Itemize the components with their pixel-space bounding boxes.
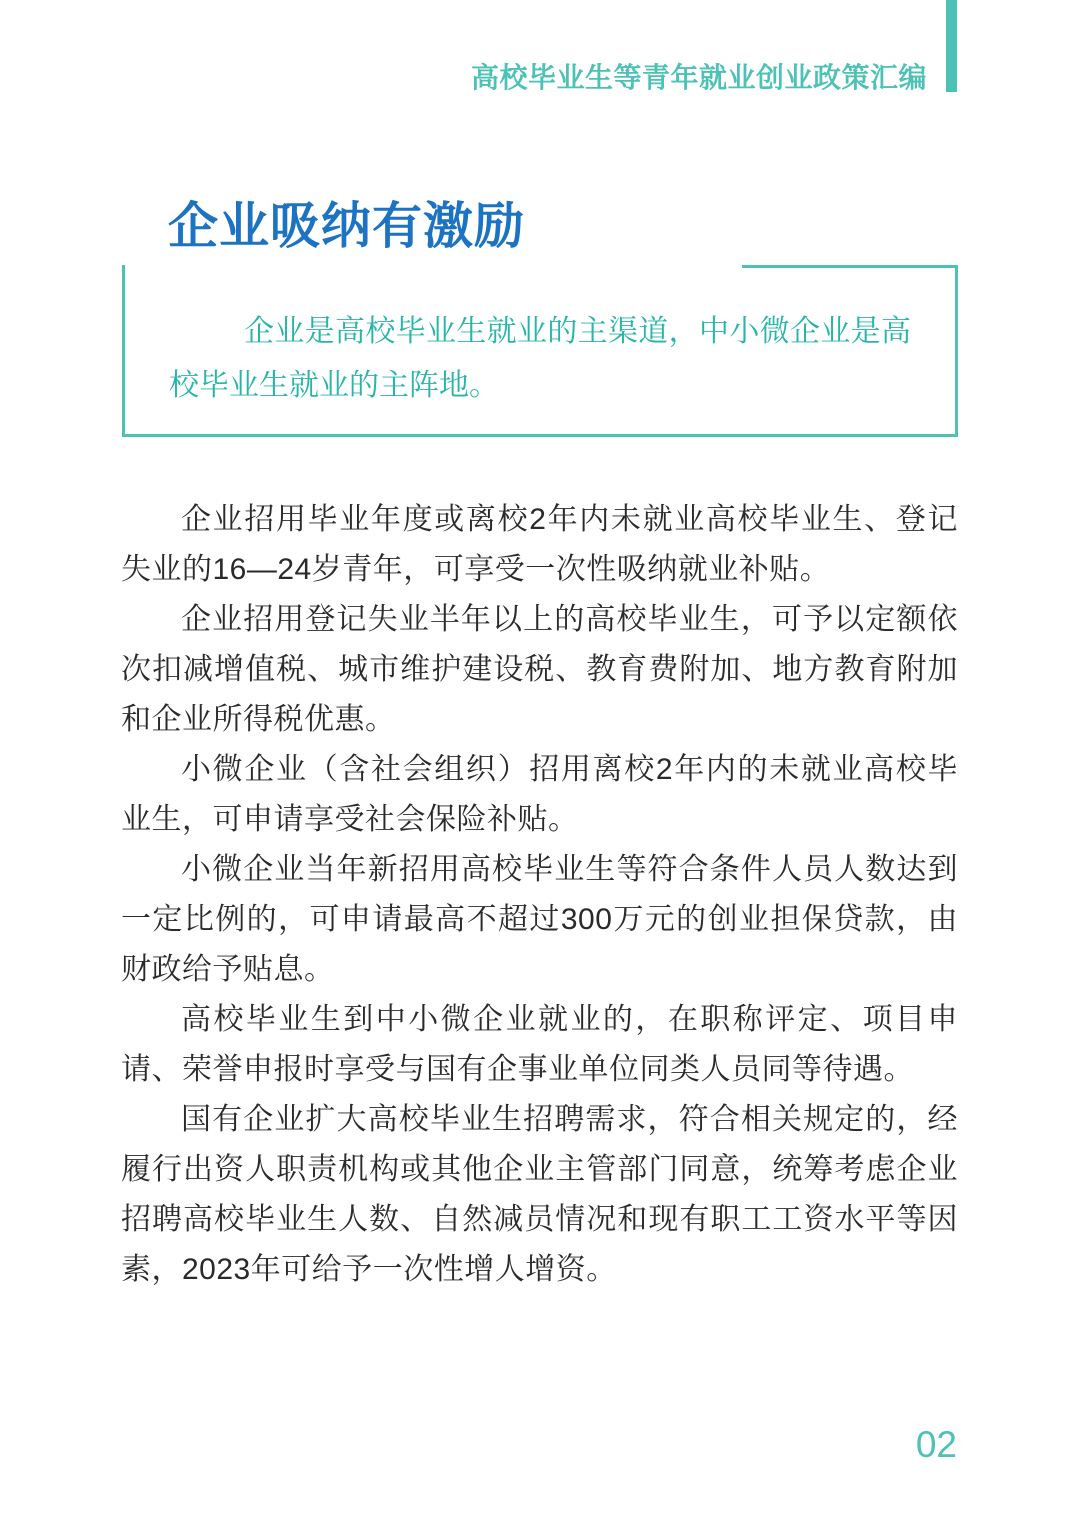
paragraph-1: 企业招用毕业年度或离校2年内未就业高校毕业生、登记失业的16—24岁青年，可享受一次性吸纳就业补贴。 bbox=[121, 503, 958, 586]
header-title: 高校毕业生等青年就业创业政策汇编 bbox=[470, 62, 927, 93]
page-title: 企业吸纳有激励 bbox=[168, 198, 525, 254]
header-accent-bar bbox=[946, 0, 957, 92]
paragraph-5: 高校毕业生到中小微企业就业的，在职称评定、项目申请、荣誉申报时享受与国有企事业单位同类人员同等待遇。 bbox=[121, 1003, 958, 1086]
paragraph-6: 国有企业扩大高校毕业生招聘需求，符合相关规定的，经履行出资人职责机构或其他企业主管部门同意，统筹考虑企业招聘高校毕业生人数、自然减员情况和现有职工工资水平等因素，2023年可给予一次性增人增资。 bbox=[121, 1103, 958, 1286]
page-number: 02 bbox=[915, 1424, 957, 1465]
paragraph-3: 小微企业（含社会组织）招用离校2年内的未就业高校毕业生，可申请享受社会保险补贴。 bbox=[121, 753, 958, 836]
callout-top-rule bbox=[742, 265, 955, 268]
body-text bbox=[121, 495, 958, 1295]
paragraph-2: 企业招用登记失业半年以上的高校毕业生，可予以定额依次扣减增值税、城市维护建设税、教育费附加、地方教育附加和企业所得税优惠。 bbox=[121, 603, 958, 736]
callout-text: 企业是高校毕业生就业的主渠道，中小微企业是高校毕业生就业的主阵地。 bbox=[169, 315, 911, 402]
callout-box bbox=[122, 265, 958, 437]
paragraph-4: 小微企业当年新招用高校毕业生等符合条件人员人数达到一定比例的，可申请最高不超过300万元的创业担保贷款，由财政给予贴息。 bbox=[121, 853, 958, 986]
